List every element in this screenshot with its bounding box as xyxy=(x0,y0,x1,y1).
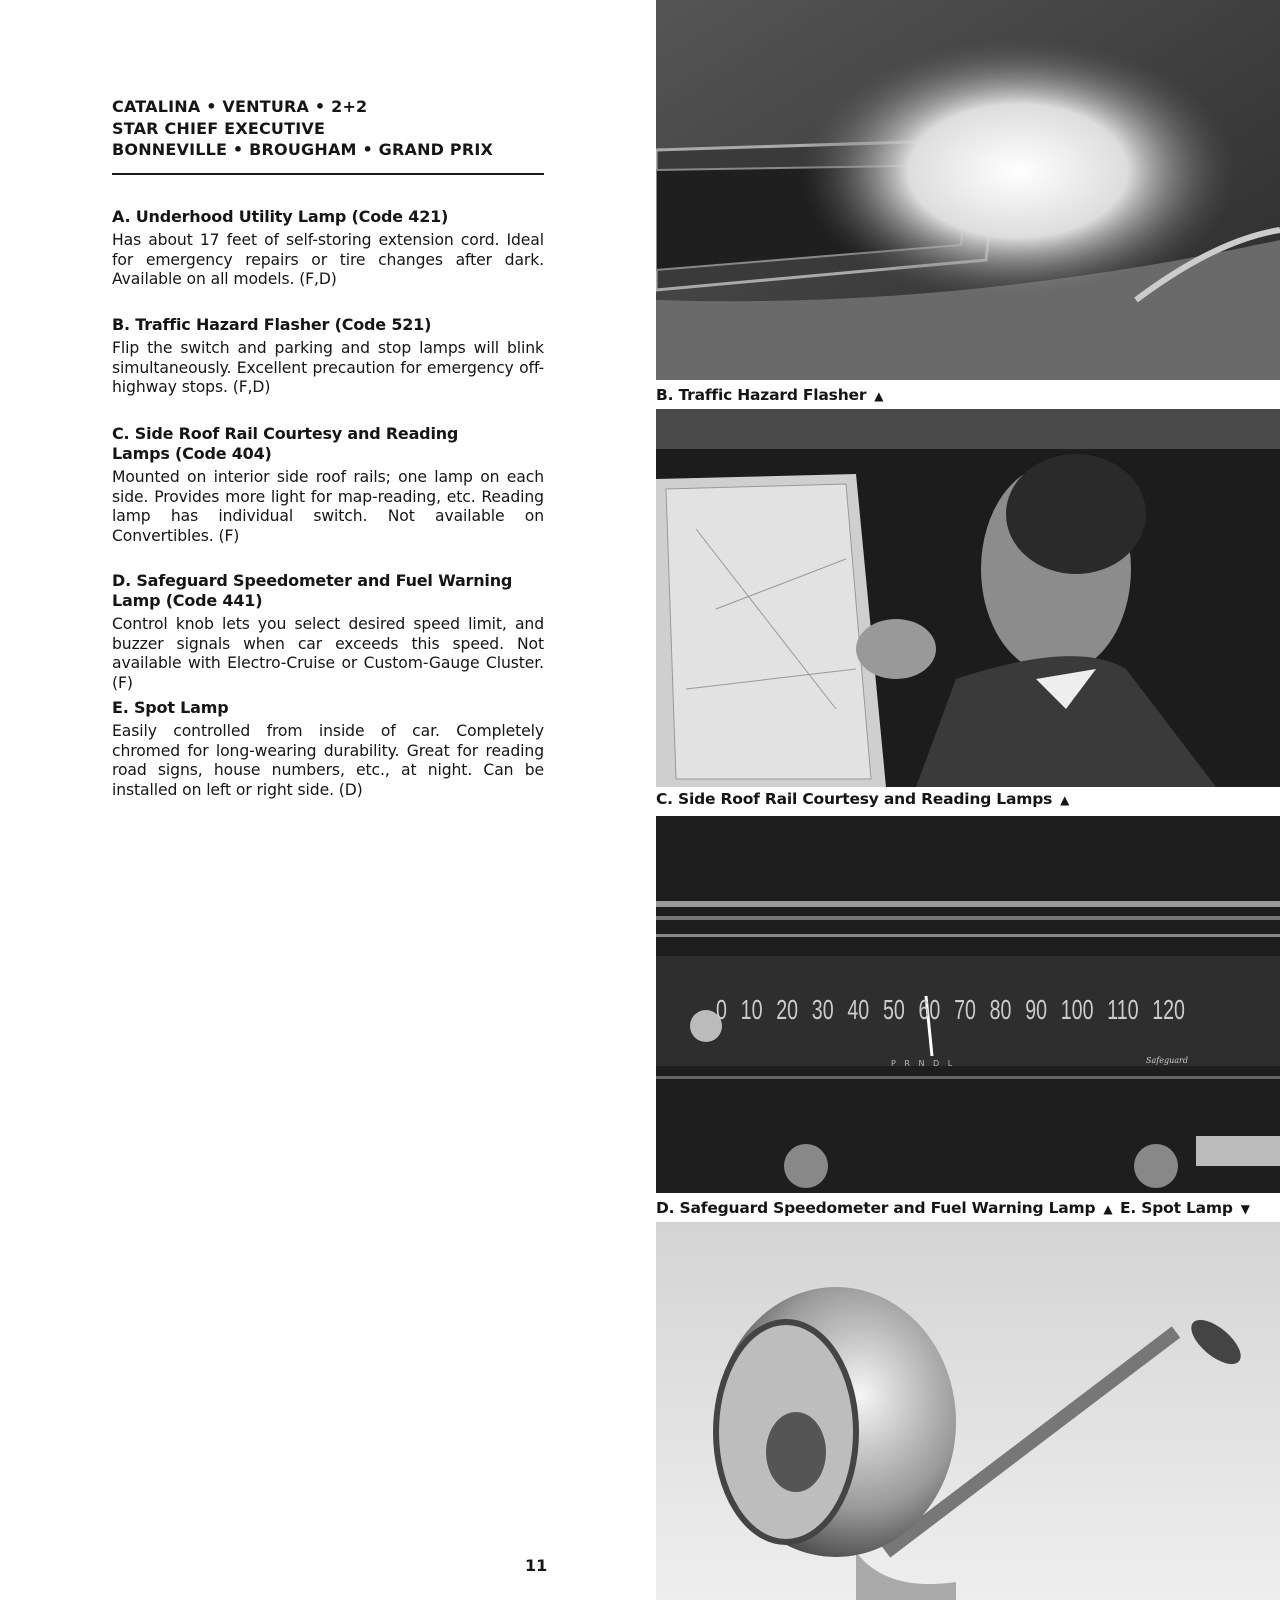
item-title: E. Spot Lamp xyxy=(112,698,229,717)
caption-spot-lamp xyxy=(1120,1199,1250,1217)
header-line: CATALINA • VENTURA • 2+2 xyxy=(112,97,368,116)
item-body: Mounted on interior side roof rails; one lamp on each side. Provides more light for map-reading, etc. Reading lamp has individual switch. Not available on Convertibles. (F) xyxy=(112,468,544,545)
caption-speedometer xyxy=(656,1199,1112,1217)
photo-spot-lamp xyxy=(656,1222,1280,1600)
speed-number: 20 xyxy=(776,994,799,1025)
caption-roof-rail-lamps xyxy=(656,790,1069,808)
photo-roof-rail-lamps xyxy=(656,409,1280,787)
header-line: BONNEVILLE • BROUGHAM • GRAND PRIX xyxy=(112,140,494,159)
speed-number: 30 xyxy=(811,994,834,1025)
item-body: Has about 17 feet of self-storing extension cord. Ideal for emergency repairs or tire changes after dark. Available on all models. (F,D) xyxy=(112,231,544,288)
speed-number: 10 xyxy=(740,994,763,1025)
item-hazard-flasher xyxy=(112,315,544,398)
safeguard-label: Safeguard xyxy=(1146,1056,1188,1065)
caption-text: E. Spot Lamp xyxy=(1120,1199,1233,1217)
item-underhood-lamp xyxy=(112,207,544,290)
caption-text: C. Side Roof Rail Courtesy and Reading Lamps xyxy=(656,790,1053,808)
item-spot-lamp xyxy=(112,698,544,800)
speed-number: 90 xyxy=(1025,994,1048,1025)
speed-number: 120 xyxy=(1152,994,1185,1025)
speed-number: 70 xyxy=(954,994,976,1025)
caption-text: B. Traffic Hazard Flasher xyxy=(656,386,867,404)
caption-hazard-flasher xyxy=(656,386,883,404)
arrow-up-icon: ▲ xyxy=(874,389,884,403)
item-roof-rail-lamps xyxy=(112,424,544,546)
caption-text: D. Safeguard Speedometer and Fuel Warning Lamp xyxy=(656,1199,1096,1217)
header-divider xyxy=(112,173,544,175)
speed-number: 0 xyxy=(716,994,727,1025)
speed-number: 110 xyxy=(1107,994,1139,1025)
speedometer-scale xyxy=(716,994,1185,1026)
item-title: D. Safeguard Speedometer and Fuel Warning Lamp (Code 441) xyxy=(112,571,513,610)
header-line: STAR CHIEF EXECUTIVE xyxy=(112,118,326,138)
item-body: Easily controlled from inside of car. Completely chromed for long-wearing durability. Great for reading road signs, house numbers, etc., at night. Can be installed on left or right side. (D) xyxy=(112,722,544,799)
speed-number: 40 xyxy=(847,994,870,1025)
arrow-up-icon: ▲ xyxy=(1103,1202,1113,1216)
gear-indicator: P R N D L xyxy=(891,1059,956,1068)
item-title: C. Side Roof Rail Courtesy and Reading Lamps (Code 404) xyxy=(112,424,459,463)
item-body: Control knob lets you select desired speed limit, and buzzer signals when car exceeds this speed. Not available with Electro-Cruise or Custom-Gauge Cluster. (F) xyxy=(112,615,544,692)
item-safeguard-speedometer xyxy=(112,571,544,693)
speed-number: 80 xyxy=(989,994,1012,1025)
photo-hazard-flasher xyxy=(656,0,1280,380)
photo-speedometer xyxy=(656,816,1280,1193)
speed-number: 50 xyxy=(882,994,905,1025)
arrow-down-icon: ▼ xyxy=(1240,1202,1250,1216)
item-title: B. Traffic Hazard Flasher (Code 521) xyxy=(112,315,432,334)
speed-number: 100 xyxy=(1060,994,1094,1025)
item-body: Flip the switch and parking and stop lamps will blink simultaneously. Excellent precaution for emergency off-highway stops. (F,D) xyxy=(112,339,544,396)
page-number: 11 xyxy=(525,1556,548,1575)
model-list-header xyxy=(112,96,493,161)
item-title: A. Underhood Utility Lamp (Code 421) xyxy=(112,207,449,226)
arrow-up-icon: ▲ xyxy=(1060,793,1070,807)
speed-number: 60 xyxy=(918,994,941,1025)
